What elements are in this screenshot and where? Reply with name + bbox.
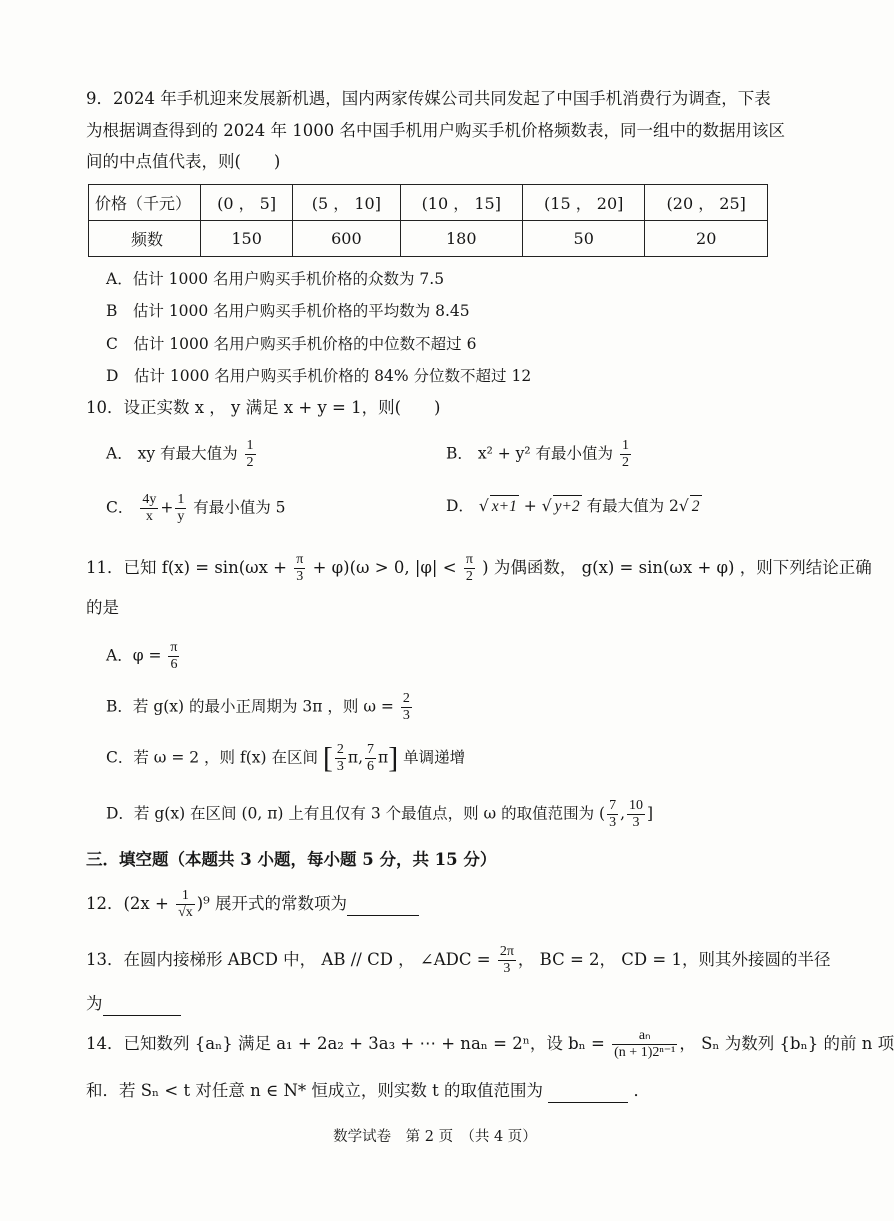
table-row [89, 185, 768, 221]
denominator: 6 [367, 759, 375, 774]
table-interval: (10 ， 15] [400, 185, 522, 221]
numerator: 7 [609, 798, 617, 813]
q12 [86, 888, 790, 921]
q11-option-c: C．若 ω = 2 ，则 f(x) 在区间 [ $\frac{2}{3}$ π, $\frac{7}{6}$ π] 单调递增 [106, 741, 466, 775]
q11-option-d: D．若 g(x) 在区间 (0, π) 上有且仅有 3 个最值点，则 ω 的取值范围为 ( $\frac{7}{3}$ , $\frac{10}{3}$ ] [106, 798, 654, 830]
plus-sign: + [160, 498, 174, 517]
q11-stem [86, 552, 872, 585]
question-text: )⁹ 展开式的常数项为 [196, 894, 348, 913]
table-interval: (15 ， 20] [523, 185, 645, 221]
numerator: π [170, 640, 178, 655]
numerator: 10 [629, 798, 644, 813]
option-text: D．若 g(x) 在区间 (0, π) 上有且仅有 3 个最值点，则 ω 的取值范围为 ( [106, 804, 606, 823]
q9-option-c: C 估计 1000 名用户购买手机价格的中位数不超过 6 [106, 335, 477, 353]
q13 [86, 944, 831, 977]
fraction [464, 552, 475, 585]
denominator: y [177, 509, 185, 524]
fraction [607, 798, 618, 831]
option-text: ] [647, 804, 654, 823]
denominator: 2 [621, 455, 629, 470]
answer-blank[interactable] [103, 993, 181, 1016]
fraction [245, 438, 256, 471]
option-text: 有最大值为 2 [581, 497, 679, 515]
price-frequency-table [88, 184, 768, 257]
option-text: π, [347, 748, 364, 767]
sqrt-term: y+2 [553, 495, 582, 518]
denominator: 3 [402, 708, 410, 723]
denominator: x [145, 509, 153, 524]
table-row [89, 221, 768, 257]
fraction [176, 888, 195, 921]
numerator: 4y [142, 492, 157, 507]
option-text: C．若 ω = 2 ，则 f(x) 在区间 [106, 748, 318, 767]
sqrt-term: x+1 [490, 495, 519, 518]
question-text: 13．在圆内接梯形 ABCD 中， AB // CD ， ∠ADC = [86, 950, 491, 969]
table-interval: (20 ， 25] [645, 185, 768, 221]
option-text: B．若 g(x) 的最小正周期为 3π ，则 ω = [106, 697, 394, 716]
q11-option-b [106, 691, 414, 724]
table-freq: 20 [645, 221, 768, 257]
q10-option-a [106, 438, 258, 471]
q9-line2: 为根据调查得到的 2024 年 1000 名中国手机用户购买手机价格频数表，同一组中的数据用该区 [86, 121, 785, 140]
option-label: D． [446, 497, 474, 515]
numerator: aₙ [612, 1028, 677, 1045]
numerator: 2 [402, 691, 410, 706]
fraction [168, 640, 179, 673]
option-label: A． [106, 444, 133, 463]
plus-sign: + [518, 497, 542, 515]
question-text: ， Sₙ 为数列 {bₙ} 的前 n 项 [679, 1034, 894, 1053]
table-freq: 50 [523, 221, 645, 257]
denominator: 2 [246, 455, 254, 470]
fraction [498, 944, 516, 977]
stem-text: ) 为偶函数， g(x) = sin(ωx + φ) ，则下列结论正确 [482, 558, 872, 577]
denominator: 3 [609, 815, 617, 830]
question-text: 为 [86, 994, 103, 1013]
question-text: 12．(2x + [86, 894, 169, 913]
fraction [335, 742, 346, 775]
q14 [86, 1028, 894, 1061]
denominator: 3 [296, 569, 304, 584]
question-text: 14．已知数列 {aₙ} 满足 a₁ + 2a₂ + 3a₃ + ⋯ + naₙ = 2ⁿ，设 bₙ = [86, 1034, 605, 1053]
q11-option-a [106, 640, 181, 673]
q10-option-c [106, 492, 286, 525]
table-freq: 180 [400, 221, 522, 257]
question-text: ， BC = 2， CD = 1，则其外接圆的半径 [517, 950, 831, 969]
numerator: π [465, 552, 473, 567]
answer-blank[interactable] [347, 893, 419, 916]
fraction [620, 438, 631, 471]
fraction [612, 1028, 677, 1061]
question-text: 和．若 Sₙ < t 对任意 n ∈ N* 恒成立，则实数 t 的取值范围为 [86, 1081, 544, 1100]
q14-line2 [86, 1080, 790, 1103]
denominator: 3 [503, 961, 511, 976]
q10-stem: 10．设正实数 x ， y 满足 x + y = 1，则( ) [86, 398, 441, 417]
denominator: 6 [170, 657, 178, 672]
option-text: A．φ = [106, 646, 162, 665]
q10-option-b [446, 438, 633, 471]
q9-option-a: A．估计 1000 名用户购买手机价格的众数为 7.5 [106, 270, 445, 288]
answer-blank[interactable] [548, 1080, 628, 1103]
denominator: (n + 1)2ⁿ⁻¹ [614, 1045, 676, 1060]
option-text: π [378, 748, 389, 767]
table-interval: (5 ， 10] [293, 185, 400, 221]
q9-option-d: D 估计 1000 名用户购买手机价格的 84% 分位数不超过 12 [106, 367, 532, 385]
stem-text: + φ)(ω > 0, |φ| < [312, 558, 457, 577]
denominator: 3 [632, 815, 640, 830]
section-heading: 三．填空题（本题共 3 小题，每小题 5 分，共 15 分） [86, 850, 497, 869]
denominator: √x [178, 905, 193, 920]
q11-stem-line2: 的是 [86, 598, 119, 617]
numerator: 1 [177, 492, 185, 507]
sqrt-term: 2 [690, 495, 702, 518]
option-text: 单调递增 [403, 748, 466, 767]
table-freq-label: 频数 [89, 221, 201, 257]
fraction [140, 492, 158, 525]
table-freq: 600 [293, 221, 400, 257]
fraction [175, 492, 186, 525]
table-freq: 150 [201, 221, 293, 257]
q9-line3: 间的中点值代表，则( ) [86, 152, 281, 171]
q9-option-b: B 估计 1000 名用户购买手机价格的平均数为 8.45 [106, 302, 470, 320]
option-text: xy 有最大值为 [137, 444, 238, 463]
numerator: 1 [621, 438, 629, 453]
question-text: ． [633, 1081, 651, 1100]
option-text: x² + y² 有最小值为 [477, 444, 614, 463]
fraction [401, 691, 412, 724]
denominator: 2 [465, 569, 473, 584]
option-label: B． [446, 444, 473, 463]
fraction [365, 742, 376, 775]
numerator: 7 [367, 742, 375, 757]
stem-text: 11．已知 f(x) = sin(ωx + [86, 558, 287, 577]
fraction [294, 552, 305, 585]
q13-line2 [86, 993, 790, 1016]
q10-option-d: D． √ x+1 + √ y+2 有最大值为 2√ 2 [446, 495, 702, 518]
numerator: 2π [499, 944, 514, 959]
option-text: 有最小值为 5 [193, 498, 286, 517]
q9-line1: 9．2024 年手机迎来发展新机遇，国内两家传媒公司共同发起了中国手机消费行为调查，下表 [86, 89, 771, 108]
numerator: π [296, 552, 304, 567]
fraction [627, 798, 645, 831]
denominator: 3 [336, 759, 344, 774]
table-interval: (0 ， 5] [201, 185, 293, 221]
numerator: 1 [246, 438, 254, 453]
numerator: 1 [176, 888, 195, 905]
option-label: C． [106, 498, 134, 517]
table-header-label: 价格（千元） [89, 185, 201, 221]
numerator: 2 [336, 742, 344, 757]
page-footer: 数学试卷 第 2 页 （共 4 页） [333, 1129, 537, 1145]
